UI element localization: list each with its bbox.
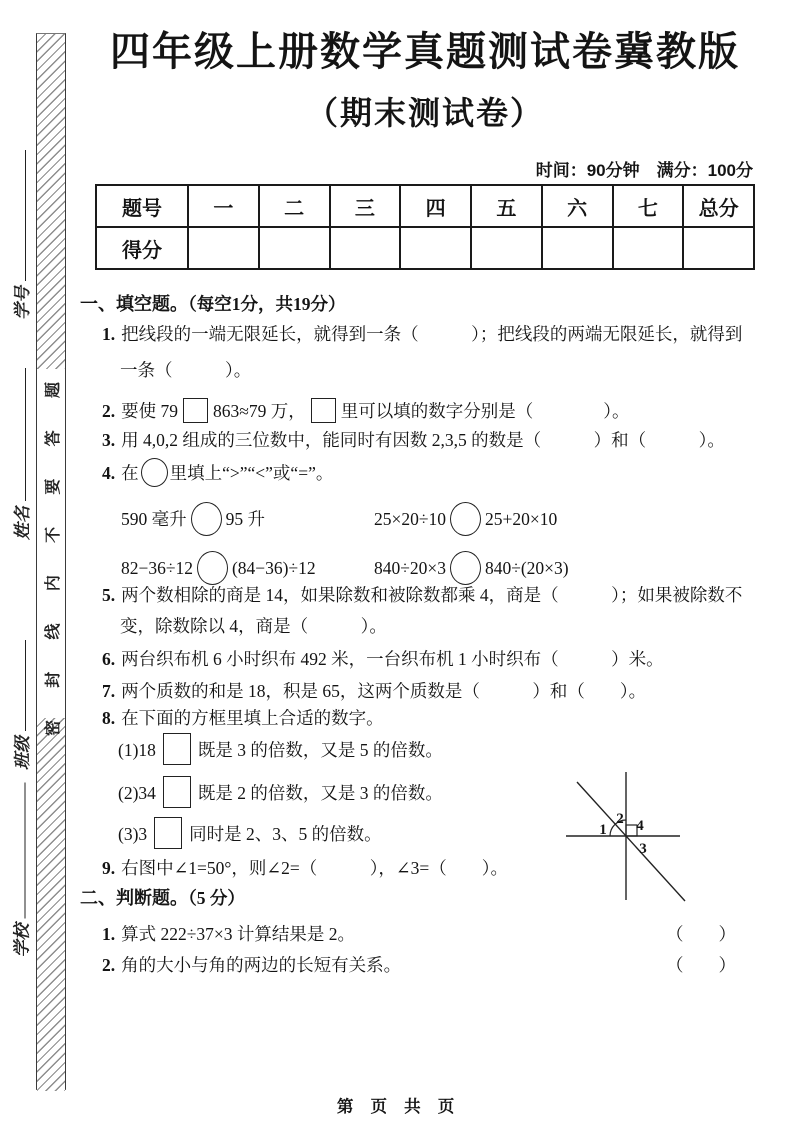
- judge-question-1: [102, 922, 792, 946]
- question-7: [102, 679, 792, 703]
- compare-right: 25+20×10: [484, 509, 558, 529]
- question-text: 一条（ ）。: [120, 360, 252, 380]
- question-number: 1.: [102, 324, 116, 344]
- question-text: 里可以填的数字分别是（ ）。: [340, 401, 630, 421]
- section-heading-label: 二、判断题。: [80, 888, 188, 908]
- item-text: 同时是 2、3、5 的倍数。: [189, 824, 382, 844]
- question-text: 两台织布机 6 小时织布 492 米，一台织布机 1 小时织布（ ）米。: [121, 649, 664, 669]
- question-text: 角的大小与角的两边的长短有关系。: [121, 955, 402, 975]
- angle-diagram: [558, 753, 698, 905]
- seal-hatch-top: [37, 34, 65, 369]
- sidebar-field-student-id: [8, 150, 32, 320]
- question-number: 1.: [102, 924, 116, 944]
- seal-line-text: [39, 372, 63, 746]
- section-points: （5 分）: [188, 888, 245, 908]
- question-5-continued: [120, 614, 793, 638]
- compare-circle: [450, 551, 481, 585]
- question-text: 要使 79: [121, 401, 178, 421]
- question-text: 在下面的方框里填上合适的数字。: [121, 708, 384, 728]
- seal-char: 内: [44, 575, 62, 592]
- fill-in-box: [183, 398, 208, 423]
- score-table-col: 六: [542, 185, 613, 227]
- question-text: 算式 222÷37×3 计算结果是 2。: [121, 924, 355, 944]
- judge-question-2: [102, 953, 792, 977]
- question-number: 9.: [102, 858, 116, 878]
- question-number: 6.: [102, 649, 116, 669]
- diagonal-line: [577, 782, 685, 901]
- score-row-label: 得分: [96, 227, 188, 269]
- question-text: 863≈79 万，: [213, 401, 306, 421]
- fill-in-box: [154, 817, 182, 849]
- question-text: 用 4,0,2 组成的三位数中，能同时有因数 2,3,5 的数是（ ）和（ ）。: [121, 430, 725, 450]
- compare-item: [121, 551, 316, 585]
- question-1-continued: [120, 358, 793, 382]
- question-text: 两个质数的和是 18，积是 65，这两个质数是（ ）和（ ）。: [121, 681, 647, 701]
- seal-char: 要: [44, 478, 62, 495]
- field-underline: [15, 150, 26, 281]
- compare-left: 840÷20×3: [374, 558, 446, 578]
- exam-body: [80, 0, 780, 1122]
- item-prefix: (3)3: [118, 824, 148, 844]
- score-table-col: 七: [613, 185, 684, 227]
- score-table-col: 四: [400, 185, 471, 227]
- compare-circle: [141, 458, 168, 487]
- question-number: 7.: [102, 681, 116, 701]
- answer-parens: （ ）: [666, 955, 736, 975]
- section-1-heading: [80, 292, 770, 316]
- compare-right: 95 升: [225, 509, 265, 529]
- compare-circle: [197, 551, 228, 585]
- seal-char: 题: [44, 382, 62, 399]
- item-text: 既是 2 的倍数，又是 3 的倍数。: [197, 783, 443, 803]
- fill-in-box: [163, 776, 191, 808]
- footer-page-number: 第 页 共 页: [336, 1097, 457, 1116]
- seal-char: 不: [44, 526, 62, 543]
- field-underline: [15, 368, 26, 501]
- question-text: 在: [121, 463, 139, 483]
- field-label: 姓名: [12, 506, 32, 540]
- item-text: 既是 3 的倍数，又是 5 的倍数。: [197, 740, 443, 760]
- field-underline: [14, 783, 25, 919]
- compare-right: 840÷(20×3): [484, 558, 569, 578]
- question-3: [102, 428, 792, 452]
- compare-left: 82−36÷12: [121, 558, 193, 578]
- question-number: 2.: [102, 955, 116, 975]
- field-label: 学号: [12, 286, 32, 320]
- question-text: 里填上“>”“<”或“=”。: [169, 463, 334, 483]
- sidebar-field-class: [8, 640, 32, 770]
- compare-item: [374, 551, 569, 585]
- field-label: 班级: [12, 736, 32, 770]
- page-subtitle: （期末测试卷）: [305, 95, 544, 131]
- angle-1-label: 1: [599, 822, 607, 838]
- question-4: [102, 458, 792, 487]
- question-number: 4.: [102, 463, 116, 483]
- score-table-col: 五: [471, 185, 542, 227]
- angle-2-label: 2: [616, 811, 624, 827]
- question-6: [102, 647, 792, 671]
- item-prefix: (2)34: [118, 783, 156, 803]
- question-text: 右图中∠1=50°，则∠2=（ ），∠3=（ ）。: [121, 858, 508, 878]
- compare-circle: [191, 502, 222, 536]
- seal-char: 密: [44, 719, 62, 736]
- seal-hatch-bottom: [37, 718, 65, 1091]
- question-5: [102, 583, 792, 607]
- compare-circle: [450, 502, 481, 536]
- seal-char: 封: [44, 671, 62, 688]
- score-table-corner: 题号: [96, 185, 188, 227]
- seal-char: 答: [44, 430, 62, 447]
- sidebar-field-school: [8, 783, 32, 958]
- page-title: 四年级上册数学真题测试卷冀教版: [110, 30, 740, 74]
- seal-char: 线: [44, 623, 62, 640]
- question-number: 3.: [102, 430, 116, 450]
- question-number: 8.: [102, 708, 116, 728]
- compare-left: 25×20÷10: [374, 509, 446, 529]
- section-heading-label: 一、填空题。: [80, 294, 188, 314]
- fill-in-box: [163, 733, 191, 765]
- sidebar-field-name: [8, 368, 32, 540]
- field-label: 学校: [12, 923, 31, 958]
- question-text: 变，除数除以 4，商是（ ）。: [120, 616, 387, 636]
- score-table-col: 三: [330, 185, 401, 227]
- compare-right: (84−36)÷12: [231, 558, 316, 578]
- compare-item: [121, 502, 265, 536]
- field-underline: [15, 640, 26, 731]
- item-prefix: (1)18: [118, 740, 156, 760]
- question-text: 把线段的一端无限延长，就得到一条（ ）；把线段的两端无限延长，就得到: [121, 324, 743, 344]
- compare-item: [374, 502, 557, 536]
- score-table-col: 一: [188, 185, 259, 227]
- question-8: [102, 706, 792, 730]
- question-number: 5.: [102, 585, 116, 605]
- section-points: （每空1分，共19分）: [188, 294, 346, 314]
- question-number: 2.: [102, 401, 116, 421]
- compare-left: 590 毫升: [121, 509, 187, 529]
- angle-4-label: 4: [636, 818, 644, 834]
- score-table-col: 二: [259, 185, 330, 227]
- score-table-col: 总分: [683, 185, 754, 227]
- exam-meta: 时间：90分钟 满分：100分: [535, 161, 753, 180]
- question-text: 两个数相除的商是 14，如果除数和被除数都乘 4，商是（ ）；如果被除数不: [121, 585, 743, 605]
- question-1: [102, 322, 792, 346]
- answer-parens: （ ）: [666, 924, 736, 944]
- question-2: [102, 398, 792, 423]
- fill-in-box: [311, 398, 336, 423]
- angle-3-label: 3: [639, 841, 647, 857]
